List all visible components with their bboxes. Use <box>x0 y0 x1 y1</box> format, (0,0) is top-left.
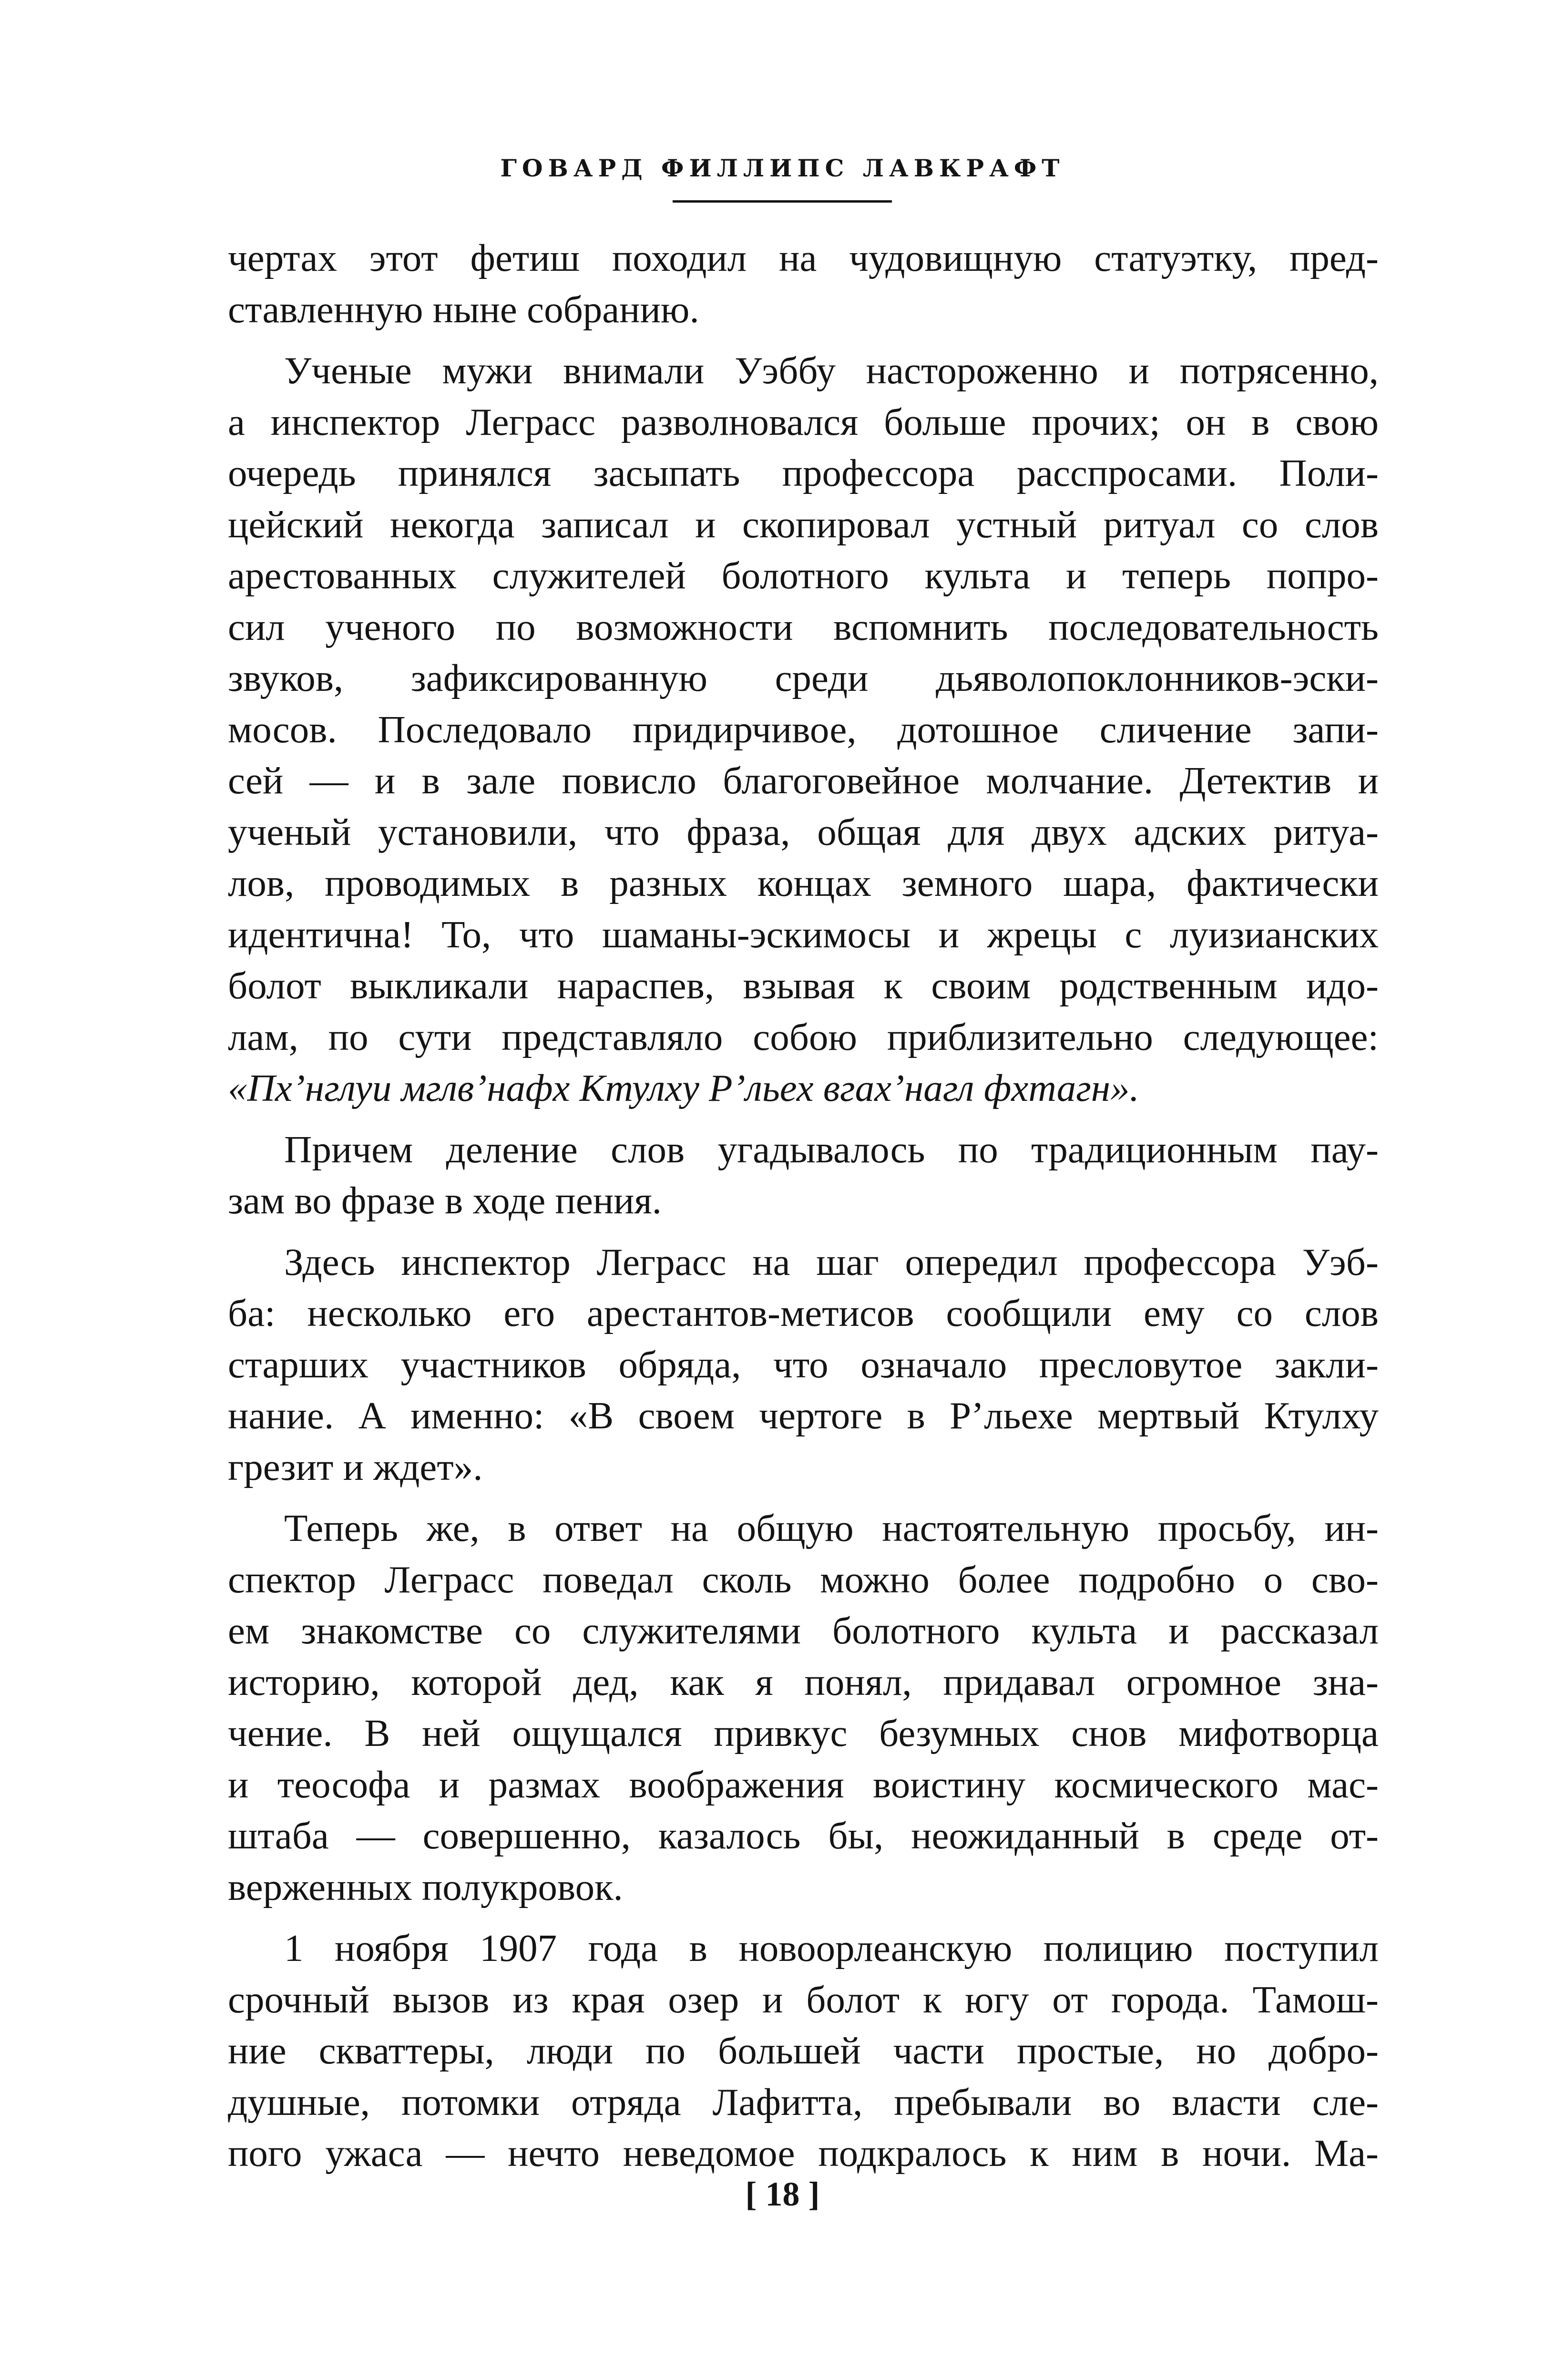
text-line: сил ученого по возможности вспомнить последовательность <box>228 605 1379 648</box>
text-line: чение. В ней ощущался привкус безумных снов мифотворца <box>228 1712 1379 1754</box>
text-line: душные, потомки отряда Лафитта, пребывали во власти сле- <box>228 2080 1379 2124</box>
text-line: грезит и ждет». <box>228 1445 483 1488</box>
page-number: [ 18 ] <box>745 2175 820 2213</box>
running-head-rule <box>673 200 892 203</box>
text-line: сей — и в зале повисло благоговейное молчание. Детектив и <box>228 759 1379 802</box>
text-line: ба: несколько его арестантов-метисов сообщили ему со слов <box>228 1292 1379 1334</box>
text-line: зам во фразе в ходе пения. <box>228 1179 662 1222</box>
running-head: ГОВАРД ФИЛЛИПС ЛАВКРАФТ <box>500 154 1065 182</box>
text-line: цейский некогда записал и скопировал устный ритуал со слов <box>228 503 1379 546</box>
text-line: ние скваттеры, люди по большей части простые, но добро- <box>228 2029 1379 2072</box>
text-line: штаба — совершенно, казалось бы, неожиданный в среде от- <box>228 1814 1379 1857</box>
text-line: Теперь же, в ответ на общую настоятельную просьбу, ин- <box>284 1507 1379 1549</box>
text-line: историю, которой дед, как я понял, придавал огромное зна- <box>228 1660 1379 1703</box>
text-line: срочный вызов из края озер и болот к югу от города. Тамош- <box>228 1978 1379 2021</box>
text-line: верженных полукровок. <box>228 1865 623 1908</box>
text-line: а инспектор Леграсс разволновался больше прочих; он в свою <box>228 400 1379 443</box>
text-line: ученый установили, что фраза, общая для двух адских ритуа- <box>228 810 1379 853</box>
text-line: идентична! То, что шаманы-эскимосы и жрецы с луизианских <box>228 913 1379 956</box>
text-line: мосов. Последовало придирчивое, дотошное сличение запи- <box>228 708 1379 751</box>
text-line: арестованных служителей болотного культа и теперь попро- <box>228 554 1379 597</box>
text-line: ем знакомстве со служителями болотного культа и рассказал <box>228 1609 1379 1652</box>
text-line: Здесь инспектор Леграсс на шаг опередил профессора Уэб- <box>284 1240 1379 1283</box>
text-line: спектор Леграсс поведал сколь можно более подробно о сво- <box>228 1558 1379 1601</box>
incantation-line: «Пх’нглуи мглв’нафх Ктулху Р’льех вгах’нагл фхтагн». <box>228 1067 1139 1109</box>
text-line: очередь принялся засыпать профессора расспросами. Поли- <box>228 451 1379 494</box>
text-line: чертах этот фетиш походил на чудовищную статуэтку, пред- <box>228 236 1379 279</box>
text-line: Ученые мужи внимали Уэббу настороженно и потрясенно, <box>284 349 1379 392</box>
text-line: звуков, зафиксированную среди дьяволопоклонников-эски- <box>228 657 1379 699</box>
text-line: лам, по сути представляло собою приблизительно следующее: <box>228 1015 1379 1058</box>
text-line: 1 ноября 1907 года в новоорлеанскую полицию поступил <box>284 1927 1379 1970</box>
text-line: лов, проводимых в разных концах земного шара, фактически <box>228 862 1379 904</box>
body-text <box>228 233 1379 2179</box>
text-line: пого ужаса — нечто неведомое подкралось к ним в ночи. Ма- <box>228 2132 1379 2175</box>
text-line: старших участников обряда, что означало пресловутое закли- <box>228 1343 1379 1386</box>
text-line: нание. А именно: «В своем чертоге в Р’льехе мертвый Ктулху <box>228 1394 1379 1437</box>
text-line: ставленную ныне собранию. <box>228 287 699 331</box>
text-line: болот выкликали нараспев, взывая к своим родственным идо- <box>228 964 1379 1007</box>
text-line: Причем деление слов угадывалось по традиционным пау- <box>284 1128 1379 1171</box>
text-line: и теософа и размах воображения воистину космического мас- <box>228 1763 1379 1806</box>
